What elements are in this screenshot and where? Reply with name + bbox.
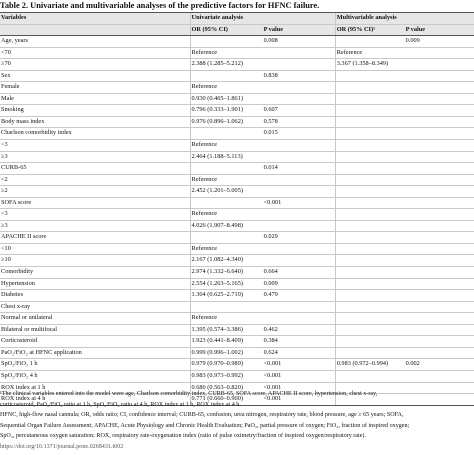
univariate-p-cell: 0.384 <box>263 336 336 348</box>
table-row <box>0 70 474 82</box>
table-row <box>0 220 474 232</box>
multivariate-or-cell <box>335 267 404 279</box>
multivariate-p-cell <box>405 140 474 152</box>
multivariate-or-cell <box>335 70 404 82</box>
table-row <box>0 163 474 175</box>
multivariate-or-cell <box>335 209 404 221</box>
multivariate-p-cell <box>405 220 474 232</box>
header-p-value-multi: P value <box>405 24 474 36</box>
table-row <box>0 290 474 302</box>
multivariate-p-cell <box>405 313 474 325</box>
table-row <box>0 301 474 313</box>
multivariate-p-cell <box>405 347 474 359</box>
variable-cell: ≥10 <box>0 255 190 267</box>
univariate-or-cell: 0.976 (0.896–1.062) <box>190 116 263 128</box>
univariate-or-cell: 0.983 (0.973–0.992) <box>190 370 263 382</box>
univariate-p-cell <box>263 151 336 163</box>
univariate-p-cell: <0.001 <box>263 359 336 371</box>
univariate-p-cell <box>263 255 336 267</box>
univariate-p-cell: 0.015 <box>263 128 336 140</box>
variable-cell: ≥3 <box>0 151 190 163</box>
table-row <box>0 209 474 221</box>
multivariate-p-cell <box>405 290 474 302</box>
univariate-p-cell: <0.001 <box>263 197 336 209</box>
multivariate-or-cell <box>335 290 404 302</box>
multivariate-or-cell: 3.367 (1.358–8.349) <box>335 59 404 71</box>
multivariate-p-cell <box>405 301 474 313</box>
univariate-or-cell: 0.771 (0.660–0.900) <box>190 394 263 406</box>
univariate-or-cell: 0.930 (0.465–1.861) <box>190 93 263 105</box>
table-row <box>0 140 474 152</box>
table-row <box>0 370 474 382</box>
variable-cell: Age, years <box>0 36 190 48</box>
variable-cell: ≥3 <box>0 220 190 232</box>
univariate-or-cell <box>190 301 263 313</box>
multivariate-p-cell <box>405 105 474 117</box>
header-univariate: Univariate analysis <box>190 13 335 25</box>
univariate-or-cell <box>190 70 263 82</box>
multivariate-p-cell <box>405 59 474 71</box>
multivariate-or-cell <box>335 128 404 140</box>
variable-cell: ROX index at 4 h <box>0 394 190 406</box>
univariate-p-cell: 0.462 <box>263 324 336 336</box>
univariate-or-cell: Reference <box>190 313 263 325</box>
univariate-or-cell: 2.464 (1.188–5.113) <box>190 151 263 163</box>
table-row <box>0 359 474 371</box>
multivariate-p-cell <box>405 324 474 336</box>
univariate-or-cell: 0.979 (0.970–0.989) <box>190 359 263 371</box>
multivariate-or-cell <box>335 336 404 348</box>
multivariate-p-cell <box>405 255 474 267</box>
multivariate-or-cell <box>335 243 404 255</box>
variable-cell: <10 <box>0 243 190 255</box>
multivariate-p-cell <box>405 47 474 59</box>
univariate-or-cell: 2.974 (1.332–6.640) <box>190 267 263 279</box>
variable-cell: Corticosteroid <box>0 336 190 348</box>
univariate-or-cell: 1.395 (0.574–3.386) <box>190 324 263 336</box>
multivariate-or-cell <box>335 301 404 313</box>
univariate-p-cell: <0.001 <box>263 382 336 394</box>
multivariate-p-cell <box>405 232 474 244</box>
multivariate-p-cell <box>405 370 474 382</box>
univariate-p-cell <box>263 59 336 71</box>
univariate-p-cell <box>263 209 336 221</box>
multivariate-or-cell <box>335 324 404 336</box>
variable-cell: Smoking <box>0 105 190 117</box>
variable-cell: ROX index at 1 h <box>0 382 190 394</box>
table-row <box>0 336 474 348</box>
footnote-line: corticosteroid, PaO₂/FiO₂ ratio at 1 h, SpO₂/FiO₂ ratio at 4 h, ROX index at 1 h, ROX index at 4 h. <box>0 401 241 408</box>
footnote-line: HFNC, high-flow nasal cannula; OR, odds ratio; CI, confidence interval; CURB-65, confusion, urea nitrogen, respiratory rate, blood pressure, age ≥ 65 years; SOFA, <box>0 412 404 419</box>
univariate-or-cell: 0.796 (0.333–1.901) <box>190 105 263 117</box>
univariate-or-cell: Reference <box>190 174 263 186</box>
multivariate-or-cell <box>335 82 404 94</box>
multivariate-p-cell <box>405 128 474 140</box>
multivariate-or-cell <box>335 116 404 128</box>
univariate-or-cell <box>190 36 263 48</box>
multivariate-or-cell <box>335 36 404 48</box>
variable-cell: CURB-65 <box>0 163 190 175</box>
univariate-or-cell: Reference <box>190 140 263 152</box>
univariate-p-cell <box>263 93 336 105</box>
multivariate-or-cell <box>335 163 404 175</box>
multivariate-or-cell <box>335 232 404 244</box>
univariate-or-cell: Reference <box>190 82 263 94</box>
univariate-or-cell: 1.923 (0.441–8.409) <box>190 336 263 348</box>
multivariate-p-cell <box>405 163 474 175</box>
univariate-or-cell <box>190 163 263 175</box>
variable-cell: Hypertension <box>0 278 190 290</box>
variable-cell: Body mass index <box>0 116 190 128</box>
multivariate-or-cell <box>335 151 404 163</box>
variable-cell: SpO₂/FiO₂ 1 h <box>0 359 190 371</box>
header-variables: Variables <box>0 13 190 25</box>
variable-cell: <70 <box>0 47 190 59</box>
table-row <box>0 347 474 359</box>
variable-cell: SOFA score <box>0 197 190 209</box>
table-row <box>0 128 474 140</box>
variable-cell: <3 <box>0 209 190 221</box>
variable-cell: Charlson comorbidity index <box>0 128 190 140</box>
univariate-or-cell <box>190 128 263 140</box>
multivariate-p-cell <box>405 197 474 209</box>
univariate-or-cell: 2.167 (1.082–4.340) <box>190 255 263 267</box>
univariate-p-cell <box>263 82 336 94</box>
variable-cell: Comorbidity <box>0 267 190 279</box>
footnote-line: ¹The clinical variables entered into the model were age, Charlson comorbidity index, CURB-65, SOFA score, APACHE II score, hypertension, chest x-ray, <box>0 391 378 397</box>
multivariate-or-cell <box>335 186 404 198</box>
table-row <box>0 324 474 336</box>
multivariate-or-cell: 0.983 (0.972–0.994) <box>335 359 404 371</box>
table-row <box>0 116 474 128</box>
footnote-line: SpO₂, percutaneous oxygen saturation; ROX, respiratory rate-oxygenation index (ratio of pulse oximetry/fraction of inspired oxygen/respiratory rate). <box>0 433 366 440</box>
table-row <box>0 313 474 325</box>
univariate-or-cell: 0.999 (0.996–1.002) <box>190 347 263 359</box>
univariate-p-cell <box>263 243 336 255</box>
table-row <box>0 267 474 279</box>
univariate-or-cell: 2.452 (1.201–5.005) <box>190 186 263 198</box>
univariate-p-cell: 0.607 <box>263 105 336 117</box>
multivariate-or-cell <box>335 140 404 152</box>
table-row <box>0 151 474 163</box>
multivariate-or-cell <box>335 255 404 267</box>
multivariate-p-cell <box>405 278 474 290</box>
table-row <box>0 47 474 59</box>
variable-cell: <2 <box>0 174 190 186</box>
variable-cell: <3 <box>0 140 190 152</box>
univariate-p-cell <box>263 220 336 232</box>
table-row <box>0 36 474 48</box>
univariate-or-cell: Reference <box>190 47 263 59</box>
univariate-p-cell <box>263 313 336 325</box>
univariate-p-cell: 0.664 <box>263 267 336 279</box>
table-row <box>0 186 474 198</box>
univariate-or-cell: Reference <box>190 209 263 221</box>
multivariate-p-cell <box>405 243 474 255</box>
header-or-ci: OR (95% CI) <box>190 24 263 36</box>
univariate-p-cell: 0.624 <box>263 347 336 359</box>
univariate-or-cell <box>190 232 263 244</box>
univariate-or-cell: 0.680 (0.563–0.820) <box>190 382 263 394</box>
multivariate-p-cell <box>405 186 474 198</box>
multivariate-p-cell <box>405 93 474 105</box>
header-empty <box>0 24 190 36</box>
univariate-p-cell: 0.014 <box>263 163 336 175</box>
table-row <box>0 278 474 290</box>
variable-cell: Bilateral or multifocal <box>0 324 190 336</box>
multivariate-or-cell: Reference <box>335 47 404 59</box>
univariate-or-cell: 2.388 (1.285–5.212) <box>190 59 263 71</box>
footnote-line: Sequential Organ Failure Assessment; APACHE, Acute Physiology and Chronic Health Evaluation; PaO₂, partial pressure of oxygen; FiO₂, fraction of inspired oxygen; <box>0 422 410 429</box>
univariate-p-cell: 0.008 <box>263 36 336 48</box>
multivariate-p-cell: 0.002 <box>405 359 474 371</box>
table-caption: Table 2. Univariate and multivariable analyses of the predictive factors for HFNC failure. <box>0 1 320 10</box>
results-table <box>0 12 474 406</box>
multivariate-p-cell <box>405 267 474 279</box>
multivariate-or-cell <box>335 313 404 325</box>
multivariate-or-cell <box>335 278 404 290</box>
variable-cell: ≥70 <box>0 59 190 71</box>
multivariate-or-cell <box>335 197 404 209</box>
doi-link[interactable]: https://doi.org/10.1371/journal.pone.0268431.t002 <box>0 443 124 450</box>
multivariate-or-cell <box>335 220 404 232</box>
table-row <box>0 93 474 105</box>
header-or-ci-multi: OR (95% CI)¹ <box>335 24 404 36</box>
variable-cell: Male <box>0 93 190 105</box>
table-row <box>0 59 474 71</box>
univariate-p-cell: 0.479 <box>263 290 336 302</box>
univariate-p-cell: <0.001 <box>263 394 336 406</box>
table-row <box>0 82 474 94</box>
univariate-p-cell: 0.838 <box>263 70 336 82</box>
univariate-p-cell: 0.009 <box>263 278 336 290</box>
variable-cell: Chest x-ray <box>0 301 190 313</box>
univariate-p-cell <box>263 301 336 313</box>
univariate-p-cell: 0.029 <box>263 232 336 244</box>
multivariate-p-cell <box>405 70 474 82</box>
table-subheader-row <box>0 24 474 36</box>
table-footnotes <box>0 389 472 453</box>
multivariate-p-cell: 0.009 <box>405 36 474 48</box>
variable-cell: ≥2 <box>0 186 190 198</box>
table-row <box>0 232 474 244</box>
table-header-row <box>0 13 474 25</box>
univariate-or-cell: 2.554 (1.263–5.165) <box>190 278 263 290</box>
variable-cell: Normal or unilateral <box>0 313 190 325</box>
multivariate-p-cell <box>405 116 474 128</box>
table-row <box>0 255 474 267</box>
univariate-p-cell <box>263 174 336 186</box>
table-row <box>0 197 474 209</box>
variable-cell: Female <box>0 82 190 94</box>
table-row <box>0 174 474 186</box>
header-multivariate: Multivariable analysis <box>335 13 474 25</box>
multivariate-p-cell <box>405 336 474 348</box>
header-p-value: P value <box>263 24 336 36</box>
variable-cell: PaO₂/FiO₂ at HFNC application <box>0 347 190 359</box>
multivariate-or-cell <box>335 93 404 105</box>
univariate-p-cell: <0.001 <box>263 370 336 382</box>
univariate-p-cell <box>263 47 336 59</box>
multivariate-or-cell <box>335 105 404 117</box>
multivariate-or-cell <box>335 370 404 382</box>
variable-cell: Sex <box>0 70 190 82</box>
univariate-or-cell: 1.304 (0.625–2.719) <box>190 290 263 302</box>
univariate-or-cell <box>190 197 263 209</box>
univariate-or-cell: 4.026 (1.907–8.498) <box>190 220 263 232</box>
multivariate-p-cell <box>405 82 474 94</box>
variable-cell: APACHE II score <box>0 232 190 244</box>
variable-cell: Diabetes <box>0 290 190 302</box>
multivariate-or-cell <box>335 347 404 359</box>
univariate-p-cell <box>263 186 336 198</box>
univariate-or-cell: Reference <box>190 243 263 255</box>
univariate-p-cell: 0.578 <box>263 116 336 128</box>
multivariate-p-cell <box>405 151 474 163</box>
multivariate-or-cell <box>335 174 404 186</box>
univariate-p-cell <box>263 140 336 152</box>
table-row <box>0 243 474 255</box>
variable-cell: SpO₂/FiO₂ 4 h <box>0 370 190 382</box>
table-row <box>0 105 474 117</box>
multivariate-p-cell <box>405 174 474 186</box>
multivariate-p-cell <box>405 209 474 221</box>
